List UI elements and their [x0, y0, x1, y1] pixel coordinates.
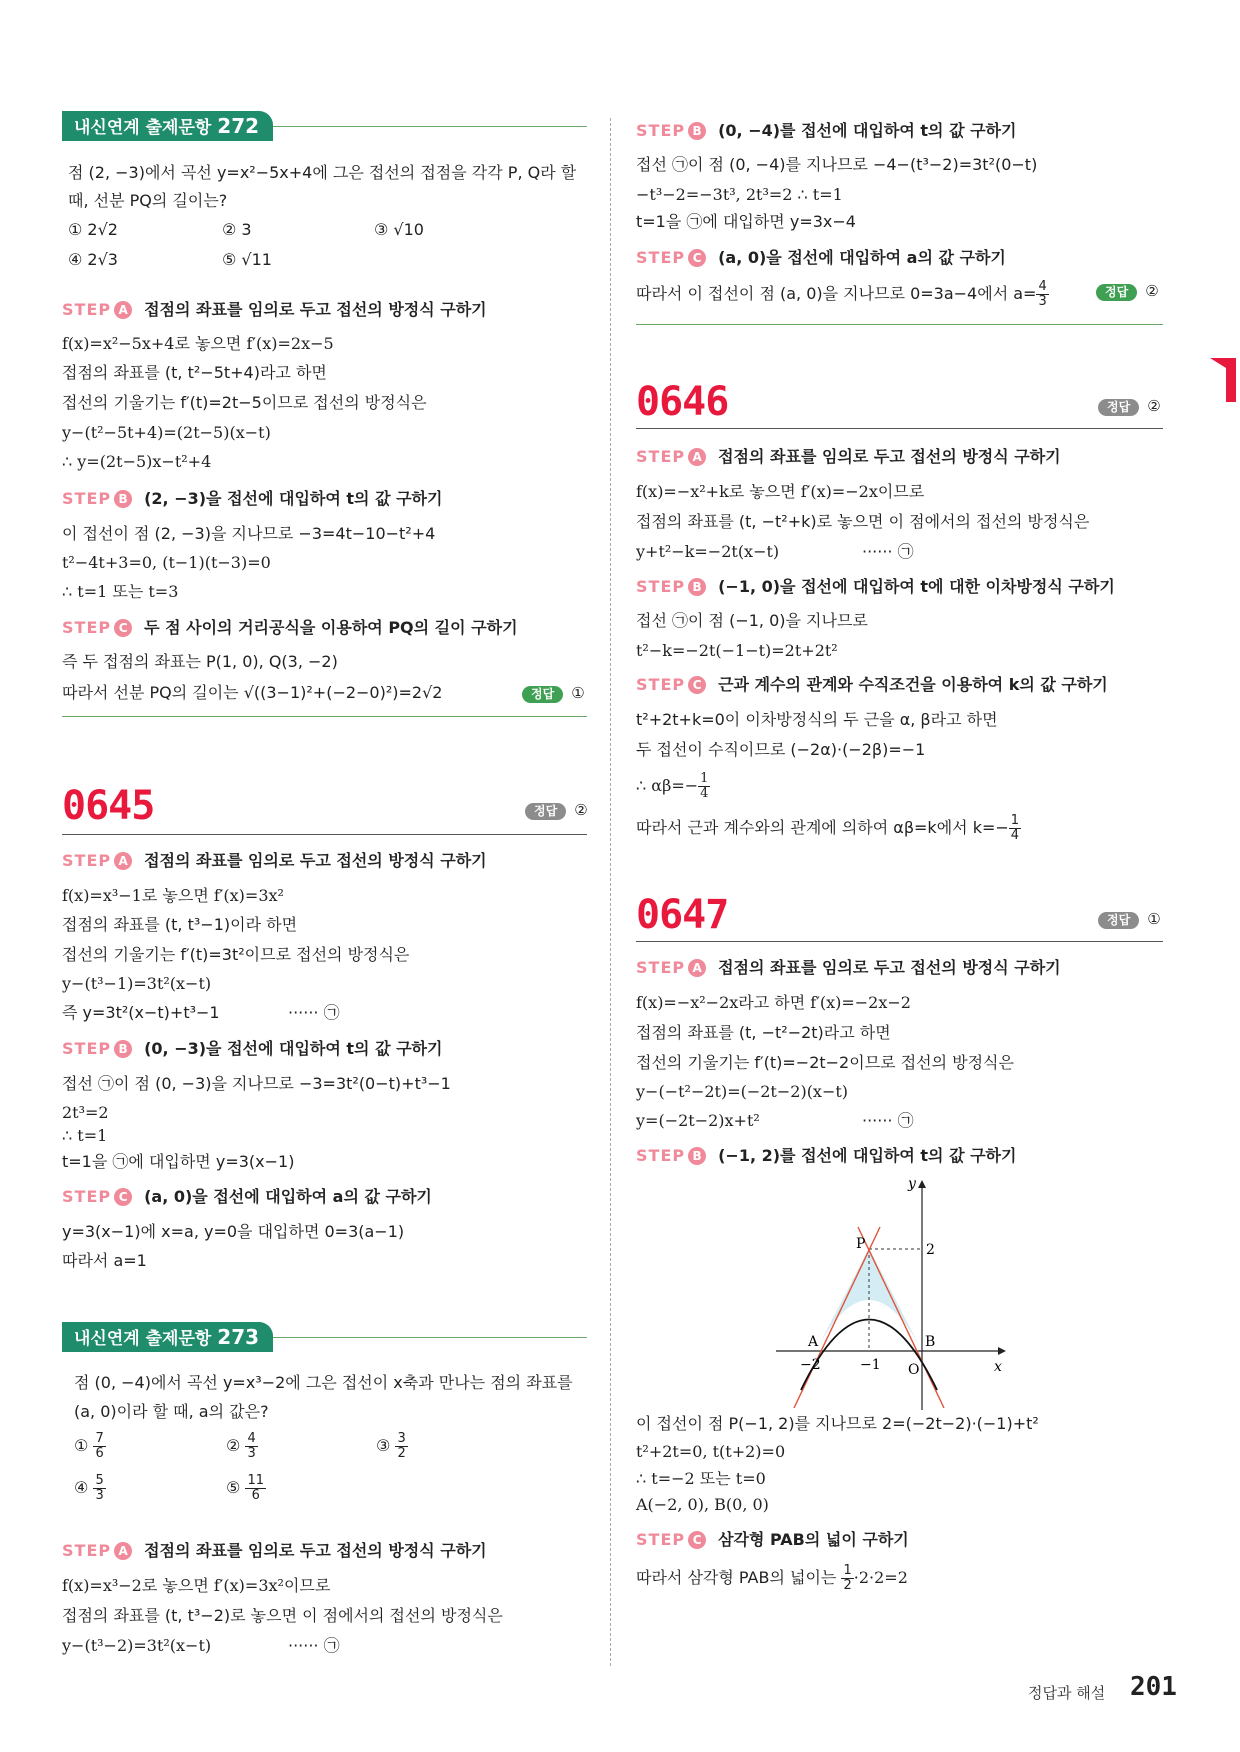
point-a-label: A	[808, 1334, 819, 1350]
option-5: ⑤ $\frac{11}{6}$	[226, 1473, 264, 1503]
solution-line: ∴ t=−2 또는 t=0	[636, 1469, 766, 1488]
problem-text: 점 (0, −4)에서 곡선 y=x³−2에 그은 접선이 x축과 만나는 점의 좌표를	[74, 1373, 573, 1392]
solution-line: 두 접선이 수직이므로 (−2α)·(−2β)=−1	[636, 740, 926, 759]
solution-line: y−(t³−2)=3t²(x−t)	[62, 1636, 212, 1655]
chapter-tab-marker	[1210, 358, 1236, 402]
equation-marker: ······ ㉠	[288, 1003, 340, 1022]
exam-problem-tag	[62, 1322, 273, 1352]
question-number: 0645	[62, 783, 155, 829]
solution-line: y=3(x−1)에 x=a, y=0을 대입하면 0=3(a−1)	[62, 1222, 405, 1241]
solution-line: 접선 ㉠이 점 (0, −4)를 지나므로 −4−(t³−2)=3t²(0−t)	[636, 155, 1038, 174]
tag-label: 내신연계 출제문항	[74, 1329, 212, 1349]
step-b-badge: B	[114, 1040, 132, 1058]
option-3: ③ $\frac{3}{2}$	[376, 1431, 406, 1461]
solution-line: A(−2, 0), B(0, 0)	[636, 1495, 769, 1514]
tag-number: 272	[217, 114, 260, 138]
solution-line: 접선의 기울기는 f′(t)=2t−5이므로 접선의 방정식은	[62, 393, 427, 412]
parabola-curve	[801, 1320, 937, 1391]
step-b-badge: B	[688, 122, 706, 140]
step-b-badge: B	[114, 490, 132, 508]
solution-line: 접점의 좌표를 (t, −t²+k)로 놓으면 이 점에서의 접선의 방정식은	[636, 512, 1090, 531]
solution-line: t²−4t+3=0, (t−1)(t−3)=0	[62, 553, 271, 572]
exam-problem-tag	[62, 111, 273, 141]
footer-label: 정답과 해설	[1028, 1684, 1106, 1702]
solution-line: y−(t³−1)=3t²(x−t)	[62, 974, 212, 993]
answer-badge: 정답 ①	[1098, 909, 1161, 929]
option-2: ② 3	[222, 220, 252, 239]
step-b-badge: B	[688, 1147, 706, 1165]
solution-line: f(x)=−x²+k로 놓으면 f′(x)=−2x이므로	[636, 482, 925, 501]
solution-line: −t³−2=−3t³, 2t³=2 ∴ t=1	[636, 185, 843, 204]
answer-badge: 정답 ①	[522, 683, 585, 703]
step-b-heading: STEP B (2, −3)을 접선에 대입하여 t의 값 구하기	[62, 489, 443, 508]
solution-line: t²+2t=0, t(t+2)=0	[636, 1442, 786, 1461]
option-2: ② $\frac{4}{3}$	[226, 1431, 256, 1461]
step-c-heading: STEP C (a, 0)을 접선에 대입하여 a의 값 구하기	[636, 248, 1006, 267]
tag-label: 내신연계 출제문항	[74, 118, 212, 138]
answer-badge: 정답 ②	[1096, 281, 1159, 301]
option-1: ① $\frac{7}{6}$	[74, 1431, 104, 1461]
option-5: ⑤ √11	[222, 250, 272, 269]
step-c-heading: STEP C 삼각형 PAB의 넓이 구하기	[636, 1530, 909, 1549]
equation-marker: ······ ㉠	[862, 1111, 914, 1130]
solution-line: 접선 ㉠이 점 (−1, 0)을 지나므로	[636, 611, 868, 630]
section-rule	[636, 941, 1163, 942]
origin-label: O	[908, 1362, 920, 1378]
answer-badge: 정답 ②	[1098, 396, 1161, 416]
solution-line: 2t³=2	[62, 1103, 109, 1122]
solution-line: 즉 y=3t²(x−t)+t³−1	[62, 1003, 220, 1022]
tangent-graph	[776, 1178, 1006, 1410]
tick-label-y2: 2	[926, 1242, 935, 1258]
step-a-heading: STEP A 접점의 좌표를 임의로 두고 접선의 방정식 구하기	[62, 1541, 487, 1560]
column-divider	[610, 118, 611, 1666]
section-rule	[636, 324, 1163, 325]
solution-line: 접선 ㉠이 점 (0, −3)을 지나므로 −3=3t²(0−t)+t³−1	[62, 1074, 451, 1093]
x-axis-label: x	[994, 1359, 1002, 1375]
solution-line: ∴ y=(2t−5)x−t²+4	[62, 452, 212, 471]
step-a-badge: A	[688, 448, 706, 466]
question-number: 0646	[636, 379, 729, 425]
tangent-line-a	[794, 1227, 880, 1408]
solution-line: f(x)=x²−5x+4로 놓으면 f′(x)=2x−5	[62, 334, 334, 353]
step-b-heading: STEP B (0, −4)를 접선에 대입하여 t의 값 구하기	[636, 121, 1017, 140]
solution-line: t=1을 ㉠에 대입하면 y=3(x−1)	[62, 1152, 295, 1171]
y-axis-arrow	[918, 1180, 926, 1188]
step-a-badge: A	[114, 301, 132, 319]
equation-marker: ······ ㉠	[288, 1636, 340, 1655]
solution-line: 이 접선이 점 P(−1, 2)를 지나므로 2=(−2t−2)·(−1)+t²	[636, 1414, 1039, 1433]
page-number: 201	[1130, 1672, 1177, 1702]
step-b-heading: STEP B (0, −3)을 접선에 대입하여 t의 값 구하기	[62, 1039, 443, 1058]
step-c-badge: C	[114, 619, 132, 637]
solution-line: 접점의 좌표를 (t, t³−1)이라 하면	[62, 915, 298, 934]
step-c-badge: C	[688, 249, 706, 267]
option-4: ④ 2√3	[68, 250, 118, 269]
tick-label-x-neg2: −2	[800, 1357, 821, 1373]
solution-line: 따라서 삼각형 PAB의 넓이는 $\frac{1}{2}$ ·2·2=2	[636, 1563, 908, 1593]
step-c-badge: C	[688, 1531, 706, 1549]
solution-line: 따라서 이 접선이 점 (a, 0)을 지나므로 0=3a−4에서 a= $\frac{4}{3}$	[636, 279, 1047, 309]
step-a-heading: STEP A 접점의 좌표를 임의로 두고 접선의 방정식 구하기	[62, 300, 487, 319]
solution-line: 접선의 기울기는 f′(t)=3t²이므로 접선의 방정식은	[62, 945, 410, 964]
solution-line: f(x)=x³−1로 놓으면 f′(x)=3x²	[62, 886, 284, 905]
solution-line: f(x)=−x²−2x라고 하면 f′(x)=−2x−2	[636, 993, 911, 1012]
step-c-heading: STEP C 두 점 사이의 거리공식을 이용하여 PQ의 길이 구하기	[62, 618, 518, 637]
solution-line: 따라서 선분 PQ의 길이는 √((3−1)²+(−2−0)²)=2√2	[62, 683, 443, 702]
step-b-heading: STEP B (−1, 0)을 접선에 대입하여 t에 대한 이차방정식 구하기	[636, 577, 1115, 596]
solution-line: 접선의 기울기는 f′(t)=−2t−2이므로 접선의 방정식은	[636, 1053, 1014, 1072]
point-b-label: B	[925, 1334, 936, 1350]
solution-line: t²−k=−2t(−1−t)=2t+2t²	[636, 641, 838, 660]
question-number: 0647	[636, 892, 729, 938]
solution-line: y=(−2t−2)x+t²	[636, 1111, 760, 1130]
solution-line: y+t²−k=−2t(x−t)	[636, 542, 780, 561]
solution-line: y−(t²−5t+4)=(2t−5)(x−t)	[62, 423, 271, 442]
section-rule	[636, 428, 1163, 429]
step-a-badge: A	[688, 959, 706, 977]
solution-line: ∴ αβ=− $\frac{1}{4}$	[636, 771, 709, 801]
option-4: ④ $\frac{5}{3}$	[74, 1473, 104, 1503]
step-a-heading: STEP A 접점의 좌표를 임의로 두고 접선의 방정식 구하기	[636, 447, 1061, 466]
problem-text: 때, 선분 PQ의 길이는?	[68, 191, 228, 210]
step-c-badge: C	[114, 1188, 132, 1206]
solution-line: 접점의 좌표를 (t, −t²−2t)라고 하면	[636, 1023, 891, 1042]
solution-line: ∴ t=1	[62, 1126, 108, 1145]
step-c-badge: C	[688, 676, 706, 694]
solution-line: f(x)=x³−2로 놓으면 f′(x)=3x²이므로	[62, 1576, 331, 1595]
tag-number: 273	[217, 1325, 260, 1349]
x-axis-arrow	[998, 1347, 1006, 1355]
solution-line: ∴ t=1 또는 t=3	[62, 582, 179, 601]
step-c-heading: STEP C (a, 0)을 접선에 대입하여 a의 값 구하기	[62, 1187, 432, 1206]
solution-line: t²+2t+k=0이 이차방정식의 두 근을 α, β라고 하면	[636, 710, 998, 729]
solution-line: 이 접선이 점 (2, −3)을 지나므로 −3=4t−10−t²+4	[62, 524, 436, 543]
y-axis-label: y	[908, 1178, 916, 1192]
solution-line: 따라서 근과 계수와의 관계에 의하여 αβ=k에서 k=− $\frac{1}{4}$	[636, 813, 1020, 843]
solution-line: 접점의 좌표를 (t, t²−5t+4)라고 하면	[62, 363, 327, 382]
option-3: ③ √10	[374, 220, 424, 239]
answer-badge: 정답 ②	[525, 800, 588, 820]
step-a-badge: A	[114, 1542, 132, 1560]
problem-text: (a, 0)이라 할 때, a의 값은?	[74, 1402, 269, 1421]
solution-line: 접점의 좌표를 (t, t³−2)로 놓으면 이 점에서의 접선의 방정식은	[62, 1606, 503, 1625]
step-b-heading: STEP B (−1, 2)를 접선에 대입하여 t의 값 구하기	[636, 1146, 1017, 1165]
solution-line: t=1을 ㉠에 대입하면 y=3x−4	[636, 212, 856, 231]
solution-line: 따라서 a=1	[62, 1251, 147, 1270]
point-p-label: P	[856, 1236, 866, 1252]
section-rule	[62, 716, 587, 717]
tick-label-x-neg1: −1	[860, 1357, 881, 1373]
step-a-heading: STEP A 접점의 좌표를 임의로 두고 접선의 방정식 구하기	[636, 958, 1061, 977]
equation-marker: ······ ㉠	[862, 542, 914, 561]
step-a-heading: STEP A 접점의 좌표를 임의로 두고 접선의 방정식 구하기	[62, 851, 487, 870]
step-b-badge: B	[688, 578, 706, 596]
option-1: ① 2√2	[68, 220, 118, 239]
step-c-heading: STEP C 근과 계수의 관계와 수직조건을 이용하여 k의 값 구하기	[636, 675, 1108, 694]
step-a-badge: A	[114, 852, 132, 870]
solution-line: 즉 두 접점의 좌표는 P(1, 0), Q(3, −2)	[62, 652, 338, 671]
problem-text: 점 (2, −3)에서 곡선 y=x²−5x+4에 그은 접선의 접점을 각각 P, Q라 할	[68, 163, 577, 182]
solution-line: y−(−t²−2t)=(−2t−2)(x−t)	[636, 1082, 849, 1101]
section-rule	[62, 834, 587, 835]
